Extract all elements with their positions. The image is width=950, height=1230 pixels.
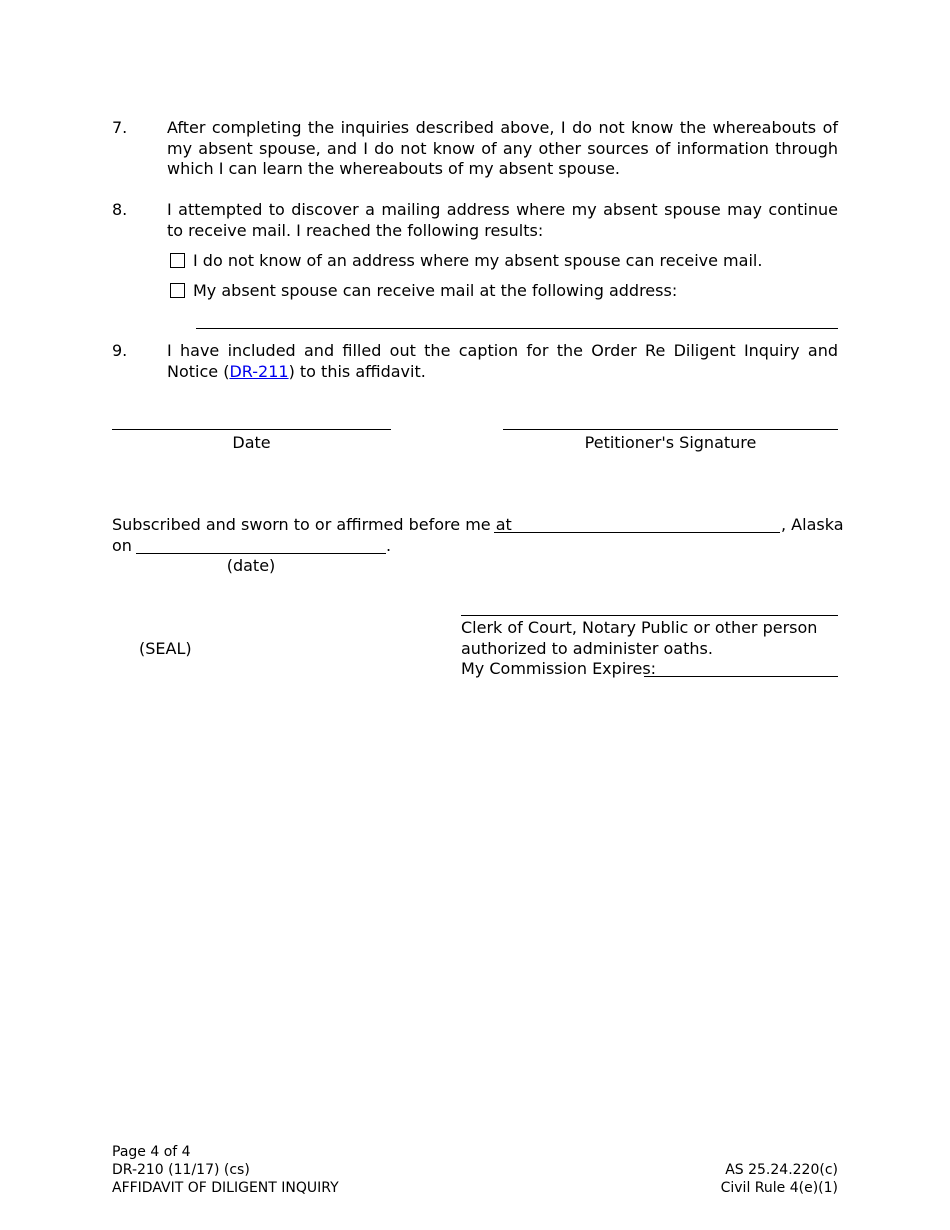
footer-statute: AS 25.24.220(c) (725, 1162, 838, 1178)
commission-expires-label: My Commission Expires: (461, 659, 657, 678)
sworn-on-label: on (112, 536, 132, 555)
no-address-checkbox[interactable] (170, 253, 185, 268)
footer-civil-rule: Civil Rule 4(e)(1) (720, 1180, 838, 1196)
sworn-date-line[interactable] (136, 553, 386, 554)
item-7-text: After completing the inquiries described above, I do not know the whereabouts of my absent spouse, and I do not know of any other sources of information through which I can learn the whereabouts of my absent spouse. (167, 118, 838, 178)
item-7-number: 7. (112, 118, 128, 137)
sworn-location-line[interactable] (494, 532, 780, 533)
item-9-text-after: ) to this affidavit. (288, 361, 426, 381)
petitioner-signature-line[interactable] (503, 429, 838, 430)
date-signature-line[interactable] (112, 429, 391, 430)
seal-label: (SEAL) (139, 639, 192, 658)
item-9-number: 9. (112, 341, 128, 360)
address-checkbox-label: My absent spouse can receive mail at the following address: (193, 281, 678, 300)
commission-expires-line[interactable] (644, 676, 838, 677)
petitioner-signature-label: Petitioner's Signature (584, 433, 757, 452)
footer-page-number: Page 4 of 4 (112, 1144, 191, 1160)
clerk-title-line1: Clerk of Court, Notary Public or other person (461, 618, 818, 637)
clerk-title-line2: authorized to administer oaths. (461, 639, 713, 658)
address-checkbox[interactable] (170, 283, 185, 298)
item-9-text (167, 341, 838, 382)
sworn-date-label: (date) (226, 556, 276, 575)
footer-form-title: AFFIDAVIT OF DILIGENT INQUIRY (112, 1180, 339, 1196)
date-label: Date (232, 433, 271, 452)
item-8-text: I attempted to discover a mailing address where my absent spouse may continue to receive mail. I reached the following results: (167, 200, 838, 240)
sworn-suffix: , Alaska (781, 515, 844, 534)
footer-form-number: DR-210 (11/17) (cs) (112, 1162, 250, 1178)
sworn-period: . (386, 536, 392, 555)
no-address-checkbox-label: I do not know of an address where my absent spouse can receive mail. (193, 251, 763, 270)
mailing-address-line[interactable] (196, 328, 838, 329)
sworn-prefix: Subscribed and sworn to or affirmed before me at (112, 515, 512, 534)
item-8-number: 8. (112, 200, 128, 219)
item-9-text-before: I have included and filled out the caption for the Order Re Diligent Inquiry and Notice ( (167, 341, 838, 381)
dr-211-link[interactable]: DR-211 (229, 361, 289, 381)
clerk-signature-line[interactable] (461, 615, 838, 616)
